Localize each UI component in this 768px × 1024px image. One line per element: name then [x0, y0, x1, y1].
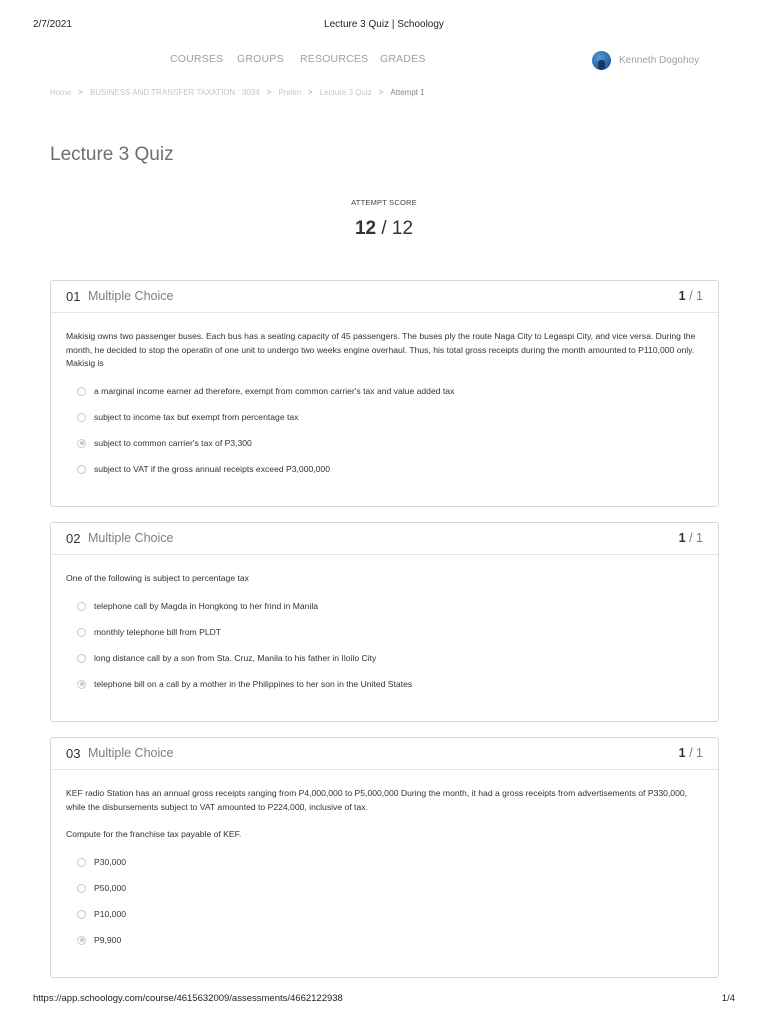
question-points — [679, 746, 703, 760]
breadcrumb-separator: > — [308, 88, 313, 97]
avatar — [592, 51, 611, 70]
breadcrumb — [50, 88, 425, 97]
print-header — [0, 19, 768, 33]
answer-option[interactable] — [77, 934, 121, 946]
page-title: Lecture 3 Quiz — [50, 144, 174, 165]
question-header — [51, 523, 718, 555]
answer-option[interactable] — [77, 437, 252, 449]
question-header — [51, 281, 718, 313]
radio-button[interactable] — [77, 628, 86, 637]
option-label: monthly telephone bill from PLDT — [94, 627, 222, 637]
option-label: telephone call by Magda in Hongkong to her frind in Manila — [94, 601, 319, 611]
radio-button[interactable] — [77, 387, 86, 396]
option-label: P30,000 — [94, 857, 127, 867]
option-label: P9,900 — [94, 935, 122, 945]
nav-resources[interactable]: RESOURCES — [300, 53, 369, 65]
radio-button[interactable] — [77, 910, 86, 919]
print-page-number: 1/4 — [721, 993, 735, 1004]
answer-option[interactable] — [77, 411, 298, 423]
option-label: a marginal income earner ad therefore, exempt from common carrier's tax and value added tax — [94, 386, 455, 396]
question-subtext: Compute for the franchise tax payable of KEF. — [66, 829, 242, 839]
print-title: Lecture 3 Quiz | Schoology — [324, 19, 444, 30]
answer-option[interactable] — [77, 463, 330, 475]
answer-option[interactable] — [77, 626, 221, 638]
nav-groups[interactable]: GROUPS — [237, 53, 284, 65]
question-text: Makisig owns two passenger buses. Each bus has a seating capacity of 45 passengers. The buses ply the route Naga City to Legaspi City, and vice versa. During the month, he decided to stop the operatin of one unit to undergo two weeks engine overhaul. Thus, his total gross receipts during the month amounted to P110,000 only. Makisig is — [66, 331, 696, 368]
question-number: 01 — [66, 289, 81, 304]
user-name: Kenneth Dogohoy — [619, 54, 700, 66]
breadcrumb-course[interactable]: BUSINESS AND TRANSFER TAXATION : 3034 — [90, 88, 260, 97]
option-label: subject to common carrier's tax of P3,300 — [94, 438, 252, 448]
print-url: https://app.schoology.com/course/4615632009/assessments/4662122938 — [33, 993, 343, 1004]
answer-option[interactable] — [77, 678, 412, 690]
option-label: P50,000 — [94, 883, 127, 893]
points-total: / 1 — [689, 531, 703, 545]
answer-option[interactable] — [77, 856, 126, 868]
breadcrumb-quiz[interactable]: Lecture 3 Quiz — [319, 88, 372, 97]
points-total: / 1 — [689, 746, 703, 760]
breadcrumb-home[interactable]: Home — [50, 88, 72, 97]
radio-button[interactable] — [77, 413, 86, 422]
breadcrumb-section[interactable]: Prelim — [278, 88, 302, 97]
score-earned: 12 — [354, 218, 377, 239]
question-points — [679, 289, 703, 303]
question-type: Multiple Choice — [88, 289, 174, 303]
question-card-01 — [50, 280, 719, 507]
answer-option[interactable] — [77, 652, 376, 664]
radio-button-selected[interactable] — [77, 936, 86, 945]
radio-button-selected[interactable] — [77, 680, 86, 689]
answer-option[interactable] — [77, 600, 318, 612]
radio-button[interactable] — [77, 465, 86, 474]
points-total: / 1 — [689, 289, 703, 303]
answer-option[interactable] — [77, 385, 454, 397]
question-card-03 — [50, 737, 719, 978]
print-date: 2/7/2021 — [33, 19, 72, 30]
answer-option[interactable] — [77, 882, 126, 894]
question-type: Multiple Choice — [88, 531, 174, 545]
user-menu[interactable] — [592, 50, 699, 70]
top-nav — [0, 50, 768, 70]
option-label: long distance call by a son from Sta. Cruz, Manila to his father in Iloilo City — [94, 653, 377, 663]
question-text: KEF radio Station has an annual gross receipts ranging from P4,000,000 to P5,000,000 During the month, it had a gross receipts from advertisements of P330,000, while the disbursements subject to VAT amounted to P224,000, inclusive of tax. — [66, 788, 688, 812]
question-number: 02 — [66, 531, 81, 546]
question-text: One of the following is subject to percentage tax — [66, 573, 249, 583]
answer-option[interactable] — [77, 908, 126, 920]
breadcrumb-separator: > — [378, 88, 384, 97]
radio-button[interactable] — [77, 884, 86, 893]
breadcrumb-separator: > — [78, 88, 84, 97]
points-earned: 1 — [678, 289, 686, 303]
points-earned: 1 — [678, 746, 686, 760]
question-header — [51, 738, 718, 770]
nav-grades[interactable]: GRADES — [380, 53, 426, 65]
option-label: telephone bill on a call by a mother in the Philippines to her son in the United States — [94, 679, 413, 689]
radio-button-selected[interactable] — [77, 439, 86, 448]
attempt-score-label: ATTEMPT SCORE — [351, 198, 417, 207]
nav-courses[interactable]: COURSES — [170, 53, 224, 65]
question-points — [679, 531, 703, 545]
option-label: subject to income tax but exempt from percentage tax — [94, 412, 299, 422]
question-card-02 — [50, 522, 719, 722]
question-number: 03 — [66, 746, 81, 761]
score-total: / 12 — [381, 218, 414, 239]
option-label: subject to VAT if the gross annual receipts exceed P3,000,000 — [94, 464, 330, 474]
attempt-score — [0, 218, 768, 240]
points-earned: 1 — [678, 531, 686, 545]
option-label: P10,000 — [94, 909, 127, 919]
radio-button[interactable] — [77, 654, 86, 663]
breadcrumb-current: Attempt 1 — [390, 88, 425, 97]
radio-button[interactable] — [77, 858, 86, 867]
radio-button[interactable] — [77, 602, 86, 611]
question-type: Multiple Choice — [88, 746, 174, 760]
breadcrumb-separator: > — [266, 88, 272, 97]
